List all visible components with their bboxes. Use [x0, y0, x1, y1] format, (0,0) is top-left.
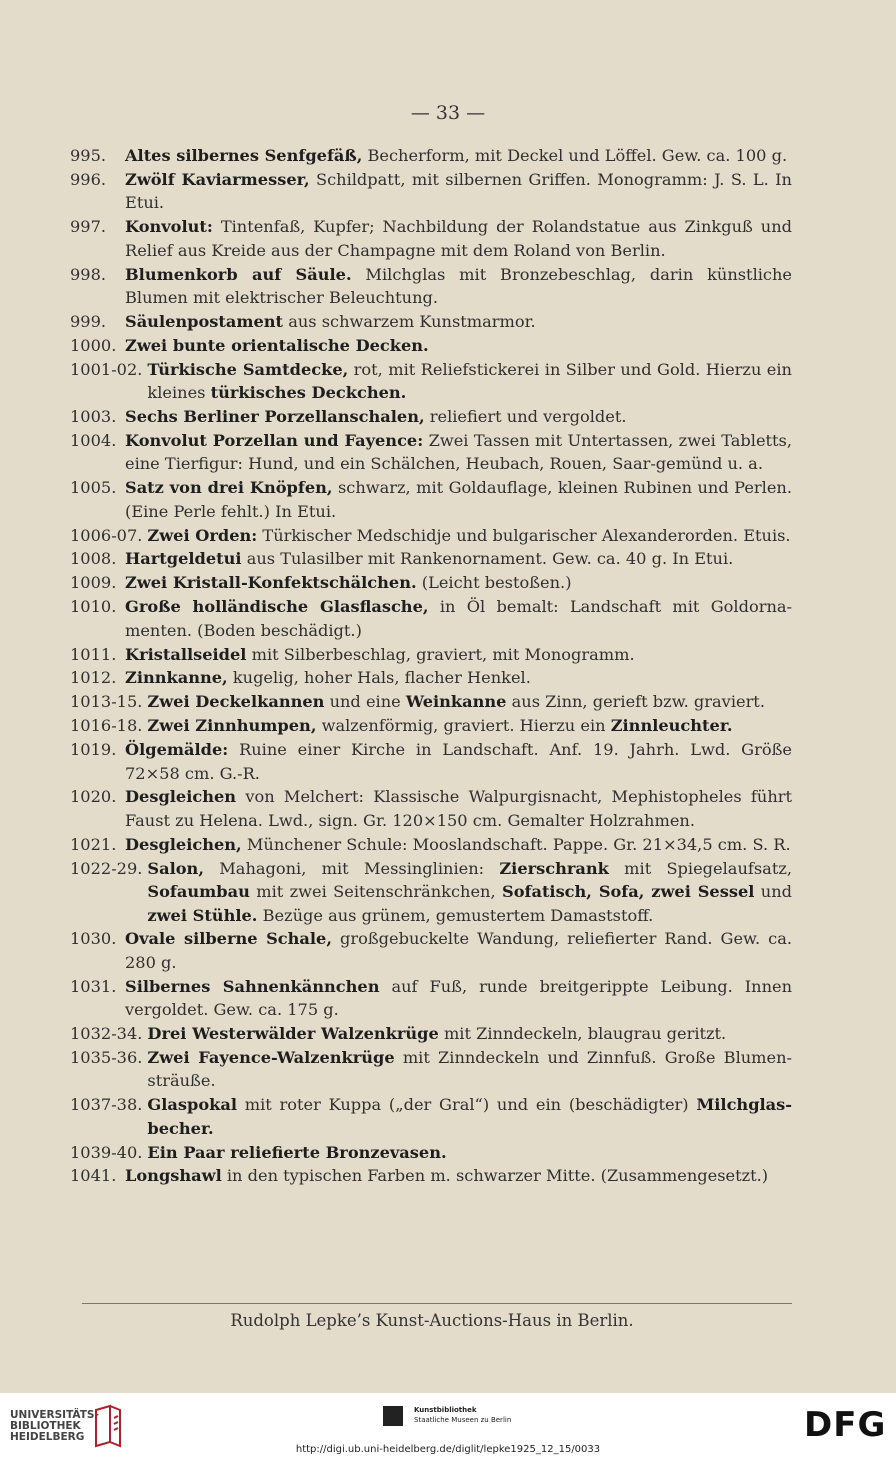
- entry-title: Drei Westerwälder Walzenkrüge: [147, 1024, 439, 1044]
- kunstbibliothek-text: [414, 1405, 511, 1425]
- entry-number: 1000.: [70, 335, 117, 355]
- entry-text: mit Zinndeckeln, blaugrau geritzt.: [438, 1024, 727, 1044]
- entry-title: Kristallseidel: [125, 644, 247, 664]
- catalog-entry: [70, 263, 792, 310]
- university-line-3: HEIDELBERG: [10, 1431, 85, 1443]
- entry-title: Altes silbernes Senfgefäß,: [125, 146, 363, 165]
- university-line-2: BIBLIOTHEK: [10, 1420, 81, 1432]
- entry-description: [125, 476, 792, 523]
- entry-number: 1020.: [70, 787, 117, 807]
- entry-title: Türkische Samtdecke,: [147, 359, 349, 379]
- catalog-entry: [70, 310, 792, 333]
- entry-title: türkisches Deckchen.: [210, 383, 407, 403]
- entry-description: [147, 524, 792, 547]
- entry-title: Zierschrank: [499, 858, 609, 878]
- entry-title: Zwei bunte orientalische Decken.: [125, 335, 429, 355]
- entry-title: Glaspokal: [147, 1095, 237, 1115]
- entry-description: [125, 334, 792, 357]
- entry-description: [147, 358, 792, 405]
- entry-title: Große holländische Glasflasche,: [125, 597, 429, 617]
- entry-number: 1041.: [70, 1166, 117, 1186]
- kunstbibliothek-subtitle: Staatliche Museen zu Berlin: [414, 1416, 512, 1424]
- entry-title: Ovale silberne Schale,: [125, 929, 332, 949]
- catalog-entry: [70, 168, 792, 215]
- university-logo-icon: [92, 1404, 124, 1448]
- entry-title: Zinnleuchter.: [610, 716, 733, 736]
- entry-title: Sofaumbau: [147, 882, 250, 902]
- catalog-entry: [70, 714, 792, 737]
- entry-text: mit Zinndeckeln und Zinnfuß. Große Blumen-sträuße.: [147, 1047, 792, 1091]
- entry-number: 1011.: [70, 644, 117, 664]
- catalog-entry: [70, 857, 792, 927]
- university-line-1: UNIVERSITÄTS-: [10, 1409, 99, 1421]
- catalog-entries: [70, 144, 792, 1188]
- catalog-entry: [70, 643, 792, 666]
- catalog-entry: [70, 1022, 792, 1045]
- catalog-entry: [70, 666, 792, 689]
- entry-description: [125, 1164, 792, 1187]
- entry-number: 1010.: [70, 597, 117, 617]
- kunstbibliothek-logo-icon: [383, 1406, 403, 1426]
- entry-number: 1030.: [70, 929, 117, 949]
- entry-title: Milchglas-becher.: [147, 1095, 792, 1138]
- entry-number: 995.: [70, 146, 107, 165]
- catalog-entry: [70, 690, 792, 713]
- catalog-entry: [70, 358, 792, 405]
- entry-number: 999.: [70, 311, 107, 331]
- catalog-entry: [70, 334, 792, 357]
- entry-number: 1016-18.: [70, 716, 143, 736]
- entry-description: [147, 857, 792, 927]
- entry-title: Salon,: [147, 858, 204, 878]
- entry-title: Zwei Deckelkannen: [147, 692, 325, 712]
- entry-text: Bezüge aus grünem, gemustertem Damaststoff.: [257, 905, 654, 925]
- entry-number: 1006-07.: [70, 525, 143, 545]
- catalog-entry: [70, 429, 792, 476]
- entry-description: [147, 1022, 792, 1045]
- catalog-entry: [70, 738, 792, 785]
- source-url[interactable]: http://digi.ub.uni-heidelberg.de/diglit/lepke1925_12_15/0033: [295, 1444, 601, 1455]
- entry-title: Zwei Fayence-Walzenkrüge: [147, 1047, 395, 1067]
- entry-description: [125, 144, 792, 167]
- catalog-entry: [70, 405, 792, 428]
- entry-number: 1003.: [70, 406, 117, 426]
- entry-title: Zwölf Kaviarmesser,: [125, 169, 310, 189]
- entry-number: 1012.: [70, 668, 117, 688]
- entry-text: reliefiert und vergoldet.: [424, 406, 627, 426]
- entry-text: Schildpatt, mit silbernen Griffen. Monogramm: J. S. L. In Etui.: [125, 169, 792, 213]
- entry-text: in den typischen Farben m. schwarzer Mitte. (Zusammengesetzt.): [221, 1166, 769, 1186]
- entry-number: 1022-29.: [70, 858, 143, 878]
- entry-title: Satz von drei Knöpfen,: [125, 478, 333, 498]
- entry-text: aus schwarzem Kunstmarmor.: [283, 311, 536, 331]
- entry-description: [125, 215, 792, 262]
- catalog-entry: [70, 833, 792, 856]
- entry-text: mit zwei Seitenschränkchen,: [249, 882, 502, 902]
- entry-text: und eine: [324, 692, 406, 712]
- entry-text: großgebuckelte Wandung, reliefierter Rand. Gew. ca. 280 g.: [125, 929, 793, 972]
- entry-text: kugelig, hoher Hals, flacher Henkel.: [227, 668, 531, 688]
- catalog-entry: [70, 927, 792, 974]
- entry-description: [125, 310, 792, 333]
- page-number: — 33 —: [410, 102, 486, 124]
- entry-description: [125, 738, 792, 785]
- entry-title: Desgleichen: [125, 787, 237, 807]
- university-library-text: [10, 1410, 99, 1443]
- entry-text: (Leicht bestoßen.): [416, 573, 572, 593]
- entry-number: 1008.: [70, 549, 117, 569]
- entry-description: [125, 833, 792, 856]
- entry-title: Weinkanne: [405, 692, 507, 712]
- dfg-logo: DFG: [804, 1405, 887, 1445]
- entry-text: walzenförmig, graviert. Hierzu ein: [316, 716, 611, 736]
- entry-text: Ruine einer Kirche in Landschaft. Anf. 19. Jahrh. Lwd. Größe 72×58 cm. G.-R.: [125, 740, 792, 783]
- catalog-entry: [70, 1164, 792, 1187]
- entry-title: Säulenpostament: [125, 311, 284, 331]
- entry-description: [125, 405, 792, 428]
- entry-description: [147, 714, 792, 737]
- entry-text: in Öl bemalt: Landschaft mit Goldorna-menten. (Boden beschädigt.): [125, 597, 792, 640]
- entry-text: rot, mit Reliefstickerei in Silber und Gold. Hierzu ein kleines: [147, 359, 792, 403]
- catalog-entry: [70, 975, 792, 1022]
- entry-number: 1031.: [70, 976, 117, 996]
- entry-title: Zinnkanne,: [125, 668, 228, 688]
- entry-title: Ein Paar reliefierte Bronzevasen.: [147, 1142, 447, 1162]
- catalog-entry: [70, 524, 792, 547]
- entry-number: 996.: [70, 169, 107, 189]
- entry-number: 1032-34.: [70, 1024, 143, 1044]
- entry-description: [125, 263, 792, 310]
- entry-number: 997.: [70, 217, 107, 237]
- entry-text: Milchglas mit Bronzebeschlag, darin künstliche Blumen mit elektrischer Beleuchtung.: [125, 264, 792, 307]
- entry-title: Zwei Kristall-Konfektschälchen.: [125, 573, 417, 593]
- kunstbibliothek-title: Kunstbibliothek: [414, 1406, 477, 1414]
- catalog-entry: [70, 476, 792, 523]
- entry-description: [125, 547, 792, 570]
- entry-title: Zwei Orden:: [147, 525, 258, 545]
- entry-description: [125, 643, 792, 666]
- entry-description: [125, 571, 792, 594]
- entry-number: 998.: [70, 264, 107, 284]
- entry-text: schwarz, mit Goldauflage, kleinen Rubinen und Perlen. (Eine Perle fehlt.) In Etui.: [125, 478, 792, 521]
- entry-text: Münchener Schule: Mooslandschaft. Pappe. Gr. 21×34,5 cm. S. R.: [241, 834, 791, 854]
- entry-description: [125, 168, 792, 215]
- catalog-entry: [70, 595, 792, 642]
- footer-rule: [82, 1303, 792, 1304]
- entry-title: Blumenkorb auf Säule.: [125, 264, 352, 284]
- entry-title: Silbernes Sahnenkännchen: [125, 976, 380, 996]
- entry-description: [125, 975, 792, 1022]
- entry-number: 1005.: [70, 478, 117, 498]
- entry-description: [125, 666, 792, 689]
- entry-title: Sofatisch, Sofa, zwei Sessel: [502, 882, 755, 902]
- entry-text: mit roter Kuppa („der Gral“) und ein (beschädigter): [236, 1095, 697, 1115]
- entry-number: 1039-40.: [70, 1142, 143, 1162]
- entry-title: Konvolut Porzellan und Fayence:: [125, 430, 424, 450]
- entry-description: [125, 785, 792, 832]
- entry-title: zwei Stühle.: [147, 905, 258, 925]
- entry-text: aus Tulasilber mit Rankenornament. Gew. ca. 40 g. In Etui.: [241, 549, 734, 569]
- entry-text: mit Silberbeschlag, graviert, mit Monogramm.: [246, 644, 635, 664]
- catalog-entry: [70, 571, 792, 594]
- entry-number: 1021.: [70, 834, 117, 854]
- entry-description: [125, 927, 792, 974]
- entry-description: [147, 1046, 792, 1093]
- footer-text: Rudolph Lepke’s Kunst-Auctions-Haus in Berlin.: [230, 1311, 634, 1330]
- entry-description: [125, 429, 792, 476]
- catalog-entry: [70, 144, 792, 167]
- entry-text: Becherform, mit Deckel und Löffel. Gew. ca. 100 g.: [362, 146, 788, 165]
- catalog-entry: [70, 547, 792, 570]
- catalog-entry: [70, 1093, 792, 1140]
- entry-description: [147, 690, 792, 713]
- catalog-entry: [70, 215, 792, 262]
- entry-title: Sechs Berliner Porzellanschalen,: [125, 406, 425, 426]
- entry-number: 1009.: [70, 573, 117, 593]
- entry-text: aus Zinn, gerieft bzw. graviert.: [506, 692, 765, 712]
- entry-description: [125, 595, 792, 642]
- entry-number: 1004.: [70, 430, 117, 450]
- entry-number: 1035-36.: [70, 1047, 143, 1067]
- entry-description: [147, 1141, 792, 1164]
- entry-title: Ölgemälde:: [125, 740, 229, 760]
- entry-number: 1001-02.: [70, 359, 143, 379]
- entry-number: 1037-38.: [70, 1095, 143, 1115]
- entry-text: Türkischer Medschidje und bulgarischer Alexanderorden. Etuis.: [257, 525, 791, 545]
- entry-text: Zwei Tassen mit Untertassen, zwei Tabletts, eine Tierfigur: Hund, und ein Schälchen, Heubach, Rouen, Saar-gemünd u. a.: [125, 430, 792, 474]
- entry-title: Hartgeldetui: [125, 549, 242, 569]
- entry-text: Tintenfaß, Kupfer; Nachbildung der Rolandstatue aus Zinkguß und Relief aus Kreide aus der Champagne mit dem Roland von Berlin.: [125, 217, 792, 260]
- entry-text: von Melchert: Klassische Walpurgisnacht, Mephistopheles führt Faust zu Helena. Lwd., sign. Gr. 120×150 cm. Gemalter Holzrahmen.: [125, 787, 792, 830]
- entry-number: 1019.: [70, 740, 117, 760]
- entry-text: und: [754, 882, 792, 902]
- entry-number: 1013-15.: [70, 692, 143, 712]
- entry-description: [147, 1093, 792, 1140]
- entry-text: auf Fuß, runde breitgerippte Leibung. Innen vergoldet. Gew. ca. 175 g.: [125, 976, 792, 1020]
- catalog-entry: [70, 785, 792, 832]
- entry-title: Longshawl: [125, 1166, 222, 1186]
- catalog-entry: [70, 1046, 792, 1093]
- entry-title: Desgleichen,: [125, 834, 242, 854]
- entry-text: Mahagoni, mit Messinglinien:: [203, 858, 500, 878]
- entry-title: Konvolut:: [125, 217, 213, 237]
- catalog-entry: [70, 1141, 792, 1164]
- entry-text: mit Spiegelaufsatz,: [608, 858, 793, 878]
- entry-title: Zwei Zinnhumpen,: [147, 716, 317, 736]
